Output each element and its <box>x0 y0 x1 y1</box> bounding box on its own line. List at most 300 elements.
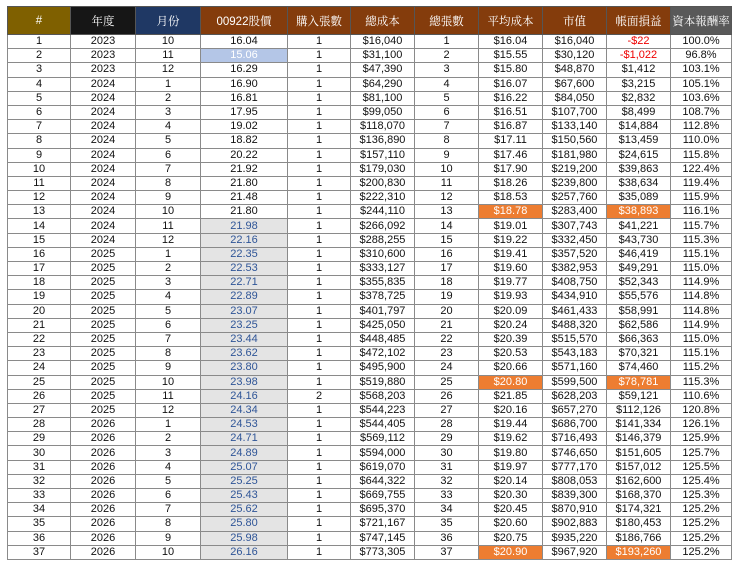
cell-index[interactable]: 1 <box>8 35 71 49</box>
cell-index[interactable]: 26 <box>8 389 71 403</box>
cell-unrealized-pl[interactable]: $38,893 <box>607 205 671 219</box>
cell-return-rate[interactable]: 122.4% <box>671 162 732 176</box>
cell-total-units[interactable]: 16 <box>415 247 479 261</box>
cell-units-bought[interactable]: 1 <box>288 77 351 91</box>
cell-unrealized-pl[interactable]: $168,370 <box>607 489 671 503</box>
cell-index[interactable]: 37 <box>8 545 71 559</box>
cell-avg-cost[interactable]: $20.53 <box>479 347 543 361</box>
cell-units-bought[interactable]: 1 <box>288 63 351 77</box>
cell-total-units[interactable]: 35 <box>415 517 479 531</box>
cell-total-units[interactable]: 13 <box>415 205 479 219</box>
cell-month[interactable]: 10 <box>136 205 201 219</box>
cell-year[interactable]: 2026 <box>71 531 136 545</box>
cell-unrealized-pl[interactable]: $66,363 <box>607 332 671 346</box>
cell-total-units[interactable]: 31 <box>415 460 479 474</box>
cell-year[interactable]: 2025 <box>71 347 136 361</box>
cell-total-cost[interactable]: $266,092 <box>351 219 415 233</box>
cell-price[interactable]: 23.80 <box>201 361 288 375</box>
cell-total-cost[interactable]: $495,900 <box>351 361 415 375</box>
cell-avg-cost[interactable]: $15.80 <box>479 63 543 77</box>
cell-return-rate[interactable]: 115.1% <box>671 347 732 361</box>
cell-month[interactable]: 9 <box>136 361 201 375</box>
cell-index[interactable]: 15 <box>8 233 71 247</box>
cell-total-units[interactable]: 28 <box>415 418 479 432</box>
cell-units-bought[interactable]: 1 <box>288 205 351 219</box>
cell-month[interactable]: 4 <box>136 290 201 304</box>
cell-total-cost[interactable]: $118,070 <box>351 120 415 134</box>
cell-market-value[interactable]: $30,120 <box>543 49 607 63</box>
cell-return-rate[interactable]: 103.6% <box>671 91 732 105</box>
cell-price[interactable]: 15.06 <box>201 49 288 63</box>
cell-market-value[interactable]: $150,560 <box>543 134 607 148</box>
cell-price[interactable]: 16.29 <box>201 63 288 77</box>
cell-avg-cost[interactable]: $18.78 <box>479 205 543 219</box>
cell-price[interactable]: 18.82 <box>201 134 288 148</box>
cell-units-bought[interactable]: 1 <box>288 91 351 105</box>
cell-total-units[interactable]: 20 <box>415 304 479 318</box>
cell-unrealized-pl[interactable]: $49,291 <box>607 262 671 276</box>
cell-return-rate[interactable]: 96.8% <box>671 49 732 63</box>
cell-market-value[interactable]: $686,700 <box>543 418 607 432</box>
cell-total-units[interactable]: 19 <box>415 290 479 304</box>
cell-return-rate[interactable]: 115.0% <box>671 262 732 276</box>
cell-units-bought[interactable]: 1 <box>288 531 351 545</box>
cell-total-units[interactable]: 21 <box>415 318 479 332</box>
cell-total-units[interactable]: 4 <box>415 77 479 91</box>
cell-year[interactable]: 2023 <box>71 63 136 77</box>
cell-year[interactable]: 2026 <box>71 474 136 488</box>
cell-units-bought[interactable]: 1 <box>288 262 351 276</box>
cell-total-cost[interactable]: $619,070 <box>351 460 415 474</box>
cell-price[interactable]: 25.07 <box>201 460 288 474</box>
cell-return-rate[interactable]: 114.8% <box>671 304 732 318</box>
cell-unrealized-pl[interactable]: $74,460 <box>607 361 671 375</box>
cell-year[interactable]: 2025 <box>71 361 136 375</box>
cell-unrealized-pl[interactable]: $151,605 <box>607 446 671 460</box>
cell-units-bought[interactable]: 1 <box>288 35 351 49</box>
cell-unrealized-pl[interactable]: $3,215 <box>607 77 671 91</box>
cell-month[interactable]: 6 <box>136 318 201 332</box>
cell-unrealized-pl[interactable]: $157,012 <box>607 460 671 474</box>
cell-total-units[interactable]: 22 <box>415 332 479 346</box>
cell-total-units[interactable]: 27 <box>415 403 479 417</box>
cell-price[interactable]: 16.90 <box>201 77 288 91</box>
cell-year[interactable]: 2026 <box>71 489 136 503</box>
cell-index[interactable]: 14 <box>8 219 71 233</box>
cell-month[interactable]: 9 <box>136 531 201 545</box>
cell-total-cost[interactable]: $544,405 <box>351 418 415 432</box>
header-total-units[interactable]: 總張數 <box>415 7 479 35</box>
cell-year[interactable]: 2026 <box>71 545 136 559</box>
cell-year[interactable]: 2025 <box>71 389 136 403</box>
cell-avg-cost[interactable]: $16.87 <box>479 120 543 134</box>
cell-return-rate[interactable]: 112.8% <box>671 120 732 134</box>
header-units-bought[interactable]: 購入張數 <box>288 7 351 35</box>
cell-unrealized-pl[interactable]: $24,615 <box>607 148 671 162</box>
cell-return-rate[interactable]: 125.3% <box>671 489 732 503</box>
cell-return-rate[interactable]: 125.5% <box>671 460 732 474</box>
cell-month[interactable]: 3 <box>136 446 201 460</box>
cell-avg-cost[interactable]: $20.75 <box>479 531 543 545</box>
cell-year[interactable]: 2024 <box>71 205 136 219</box>
cell-unrealized-pl[interactable]: $52,343 <box>607 276 671 290</box>
cell-total-units[interactable]: 9 <box>415 148 479 162</box>
cell-index[interactable]: 30 <box>8 446 71 460</box>
cell-month[interactable]: 1 <box>136 247 201 261</box>
cell-unrealized-pl[interactable]: $180,453 <box>607 517 671 531</box>
cell-price[interactable]: 22.16 <box>201 233 288 247</box>
cell-total-cost[interactable]: $310,600 <box>351 247 415 261</box>
cell-units-bought[interactable]: 1 <box>288 332 351 346</box>
cell-index[interactable]: 36 <box>8 531 71 545</box>
cell-return-rate[interactable]: 115.0% <box>671 332 732 346</box>
cell-total-cost[interactable]: $721,167 <box>351 517 415 531</box>
cell-year[interactable]: 2024 <box>71 120 136 134</box>
cell-market-value[interactable]: $382,953 <box>543 262 607 276</box>
header-index[interactable]: # <box>8 7 71 35</box>
cell-market-value[interactable]: $408,750 <box>543 276 607 290</box>
cell-year[interactable]: 2025 <box>71 276 136 290</box>
cell-total-cost[interactable]: $222,310 <box>351 191 415 205</box>
cell-market-value[interactable]: $181,980 <box>543 148 607 162</box>
cell-index[interactable]: 33 <box>8 489 71 503</box>
cell-year[interactable]: 2026 <box>71 503 136 517</box>
cell-return-rate[interactable]: 125.4% <box>671 474 732 488</box>
cell-total-cost[interactable]: $669,755 <box>351 489 415 503</box>
cell-market-value[interactable]: $967,920 <box>543 545 607 559</box>
cell-month[interactable]: 6 <box>136 489 201 503</box>
cell-avg-cost[interactable]: $17.46 <box>479 148 543 162</box>
cell-total-units[interactable]: 1 <box>415 35 479 49</box>
cell-market-value[interactable]: $67,600 <box>543 77 607 91</box>
cell-price[interactable]: 25.25 <box>201 474 288 488</box>
cell-price[interactable]: 25.43 <box>201 489 288 503</box>
cell-market-value[interactable]: $84,050 <box>543 91 607 105</box>
cell-avg-cost[interactable]: $16.04 <box>479 35 543 49</box>
cell-total-cost[interactable]: $157,110 <box>351 148 415 162</box>
cell-market-value[interactable]: $257,760 <box>543 191 607 205</box>
cell-index[interactable]: 20 <box>8 304 71 318</box>
cell-return-rate[interactable]: 110.6% <box>671 389 732 403</box>
cell-units-bought[interactable]: 1 <box>288 148 351 162</box>
cell-month[interactable]: 7 <box>136 503 201 517</box>
cell-return-rate[interactable]: 125.9% <box>671 432 732 446</box>
cell-unrealized-pl[interactable]: $38,634 <box>607 176 671 190</box>
cell-month[interactable]: 8 <box>136 176 201 190</box>
cell-unrealized-pl[interactable]: $41,221 <box>607 219 671 233</box>
cell-month[interactable]: 4 <box>136 460 201 474</box>
cell-year[interactable]: 2023 <box>71 35 136 49</box>
cell-total-cost[interactable]: $64,290 <box>351 77 415 91</box>
cell-units-bought[interactable]: 1 <box>288 318 351 332</box>
header-unrealized-pl[interactable]: 帳面損益 <box>607 7 671 35</box>
cell-total-units[interactable]: 6 <box>415 105 479 119</box>
cell-total-cost[interactable]: $31,100 <box>351 49 415 63</box>
cell-month[interactable]: 3 <box>136 276 201 290</box>
cell-return-rate[interactable]: 114.9% <box>671 318 732 332</box>
cell-unrealized-pl[interactable]: $2,832 <box>607 91 671 105</box>
cell-year[interactable]: 2024 <box>71 77 136 91</box>
cell-avg-cost[interactable]: $20.09 <box>479 304 543 318</box>
cell-return-rate[interactable]: 110.0% <box>671 134 732 148</box>
cell-year[interactable]: 2026 <box>71 517 136 531</box>
cell-index[interactable]: 22 <box>8 332 71 346</box>
cell-market-value[interactable]: $870,910 <box>543 503 607 517</box>
cell-total-cost[interactable]: $773,305 <box>351 545 415 559</box>
cell-year[interactable]: 2024 <box>71 219 136 233</box>
cell-index[interactable]: 25 <box>8 375 71 389</box>
cell-market-value[interactable]: $16,040 <box>543 35 607 49</box>
cell-total-cost[interactable]: $568,203 <box>351 389 415 403</box>
cell-units-bought[interactable]: 1 <box>288 276 351 290</box>
cell-month[interactable]: 2 <box>136 432 201 446</box>
cell-avg-cost[interactable]: $20.60 <box>479 517 543 531</box>
cell-total-units[interactable]: 15 <box>415 233 479 247</box>
cell-units-bought[interactable]: 1 <box>288 105 351 119</box>
cell-market-value[interactable]: $571,160 <box>543 361 607 375</box>
cell-month[interactable]: 11 <box>136 219 201 233</box>
cell-year[interactable]: 2025 <box>71 304 136 318</box>
cell-index[interactable]: 27 <box>8 403 71 417</box>
cell-avg-cost[interactable]: $19.77 <box>479 276 543 290</box>
cell-month[interactable]: 10 <box>136 375 201 389</box>
cell-return-rate[interactable]: 120.8% <box>671 403 732 417</box>
cell-year[interactable]: 2024 <box>71 162 136 176</box>
cell-units-bought[interactable]: 1 <box>288 49 351 63</box>
cell-price[interactable]: 21.98 <box>201 219 288 233</box>
cell-month[interactable]: 2 <box>136 91 201 105</box>
cell-market-value[interactable]: $488,320 <box>543 318 607 332</box>
cell-month[interactable]: 5 <box>136 134 201 148</box>
cell-index[interactable]: 16 <box>8 247 71 261</box>
cell-market-value[interactable]: $133,140 <box>543 120 607 134</box>
cell-month[interactable]: 6 <box>136 148 201 162</box>
cell-return-rate[interactable]: 115.1% <box>671 247 732 261</box>
cell-year[interactable]: 2024 <box>71 134 136 148</box>
cell-price[interactable]: 26.16 <box>201 545 288 559</box>
cell-index[interactable]: 3 <box>8 63 71 77</box>
cell-avg-cost[interactable]: $20.90 <box>479 545 543 559</box>
cell-price[interactable]: 24.16 <box>201 389 288 403</box>
cell-year[interactable]: 2025 <box>71 318 136 332</box>
cell-index[interactable]: 19 <box>8 290 71 304</box>
cell-total-cost[interactable]: $244,110 <box>351 205 415 219</box>
cell-market-value[interactable]: $283,400 <box>543 205 607 219</box>
cell-total-cost[interactable]: $179,030 <box>351 162 415 176</box>
cell-index[interactable]: 32 <box>8 474 71 488</box>
cell-total-units[interactable]: 7 <box>415 120 479 134</box>
cell-total-units[interactable]: 14 <box>415 219 479 233</box>
cell-price[interactable]: 23.44 <box>201 332 288 346</box>
cell-unrealized-pl[interactable]: $59,121 <box>607 389 671 403</box>
cell-unrealized-pl[interactable]: $141,334 <box>607 418 671 432</box>
cell-unrealized-pl[interactable]: $14,884 <box>607 120 671 134</box>
cell-unrealized-pl[interactable]: $193,260 <box>607 545 671 559</box>
cell-unrealized-pl[interactable]: $62,586 <box>607 318 671 332</box>
cell-units-bought[interactable]: 1 <box>288 191 351 205</box>
cell-total-units[interactable]: 36 <box>415 531 479 545</box>
cell-avg-cost[interactable]: $20.45 <box>479 503 543 517</box>
cell-index[interactable]: 35 <box>8 517 71 531</box>
cell-market-value[interactable]: $599,500 <box>543 375 607 389</box>
cell-return-rate[interactable]: 115.2% <box>671 361 732 375</box>
cell-month[interactable]: 8 <box>136 517 201 531</box>
cell-units-bought[interactable]: 1 <box>288 474 351 488</box>
cell-price[interactable]: 21.80 <box>201 205 288 219</box>
cell-total-units[interactable]: 29 <box>415 432 479 446</box>
cell-unrealized-pl[interactable]: $70,321 <box>607 347 671 361</box>
cell-month[interactable]: 2 <box>136 262 201 276</box>
cell-avg-cost[interactable]: $19.01 <box>479 219 543 233</box>
header-return-rate[interactable]: 資本報酬率 <box>671 7 732 35</box>
cell-total-cost[interactable]: $569,112 <box>351 432 415 446</box>
cell-price[interactable]: 25.80 <box>201 517 288 531</box>
cell-total-cost[interactable]: $747,145 <box>351 531 415 545</box>
cell-total-units[interactable]: 26 <box>415 389 479 403</box>
cell-total-units[interactable]: 32 <box>415 474 479 488</box>
cell-unrealized-pl[interactable]: $186,766 <box>607 531 671 545</box>
cell-total-cost[interactable]: $47,390 <box>351 63 415 77</box>
cell-return-rate[interactable]: 125.7% <box>671 446 732 460</box>
cell-return-rate[interactable]: 115.7% <box>671 219 732 233</box>
cell-market-value[interactable]: $461,433 <box>543 304 607 318</box>
cell-units-bought[interactable]: 1 <box>288 517 351 531</box>
cell-total-units[interactable]: 24 <box>415 361 479 375</box>
cell-return-rate[interactable]: 125.2% <box>671 503 732 517</box>
cell-total-cost[interactable]: $644,322 <box>351 474 415 488</box>
cell-year[interactable]: 2023 <box>71 49 136 63</box>
cell-index[interactable]: 28 <box>8 418 71 432</box>
cell-total-units[interactable]: 2 <box>415 49 479 63</box>
cell-price[interactable]: 24.89 <box>201 446 288 460</box>
cell-month[interactable]: 1 <box>136 77 201 91</box>
cell-return-rate[interactable]: 115.3% <box>671 375 732 389</box>
cell-total-cost[interactable]: $200,830 <box>351 176 415 190</box>
cell-index[interactable]: 17 <box>8 262 71 276</box>
cell-month[interactable]: 11 <box>136 49 201 63</box>
cell-avg-cost[interactable]: $19.93 <box>479 290 543 304</box>
cell-year[interactable]: 2024 <box>71 148 136 162</box>
cell-total-units[interactable]: 3 <box>415 63 479 77</box>
cell-month[interactable]: 5 <box>136 474 201 488</box>
header-total-cost[interactable]: 總成本 <box>351 7 415 35</box>
cell-total-units[interactable]: 5 <box>415 91 479 105</box>
cell-market-value[interactable]: $808,053 <box>543 474 607 488</box>
cell-index[interactable]: 8 <box>8 134 71 148</box>
cell-year[interactable]: 2024 <box>71 91 136 105</box>
cell-market-value[interactable]: $239,800 <box>543 176 607 190</box>
cell-return-rate[interactable]: 115.8% <box>671 148 732 162</box>
cell-avg-cost[interactable]: $19.62 <box>479 432 543 446</box>
cell-units-bought[interactable]: 1 <box>288 545 351 559</box>
cell-units-bought[interactable]: 1 <box>288 233 351 247</box>
cell-market-value[interactable]: $219,200 <box>543 162 607 176</box>
cell-avg-cost[interactable]: $20.16 <box>479 403 543 417</box>
cell-unrealized-pl[interactable]: $78,781 <box>607 375 671 389</box>
cell-price[interactable]: 22.89 <box>201 290 288 304</box>
cell-units-bought[interactable]: 1 <box>288 403 351 417</box>
cell-return-rate[interactable]: 125.2% <box>671 531 732 545</box>
cell-total-units[interactable]: 33 <box>415 489 479 503</box>
cell-units-bought[interactable]: 1 <box>288 304 351 318</box>
cell-total-units[interactable]: 23 <box>415 347 479 361</box>
cell-return-rate[interactable]: 108.7% <box>671 105 732 119</box>
cell-return-rate[interactable]: 114.8% <box>671 290 732 304</box>
cell-year[interactable]: 2025 <box>71 262 136 276</box>
cell-index[interactable]: 21 <box>8 318 71 332</box>
cell-units-bought[interactable]: 2 <box>288 389 351 403</box>
cell-market-value[interactable]: $935,220 <box>543 531 607 545</box>
cell-month[interactable]: 4 <box>136 120 201 134</box>
cell-avg-cost[interactable]: $17.11 <box>479 134 543 148</box>
cell-return-rate[interactable]: 115.3% <box>671 233 732 247</box>
cell-market-value[interactable]: $107,700 <box>543 105 607 119</box>
cell-year[interactable]: 2026 <box>71 418 136 432</box>
cell-avg-cost[interactable]: $19.97 <box>479 460 543 474</box>
cell-return-rate[interactable]: 119.4% <box>671 176 732 190</box>
cell-month[interactable]: 1 <box>136 418 201 432</box>
cell-avg-cost[interactable]: $20.66 <box>479 361 543 375</box>
cell-index[interactable]: 18 <box>8 276 71 290</box>
cell-market-value[interactable]: $332,450 <box>543 233 607 247</box>
cell-month[interactable]: 10 <box>136 35 201 49</box>
cell-total-cost[interactable]: $401,797 <box>351 304 415 318</box>
cell-units-bought[interactable]: 1 <box>288 432 351 446</box>
cell-unrealized-pl[interactable]: $174,321 <box>607 503 671 517</box>
cell-unrealized-pl[interactable]: $43,730 <box>607 233 671 247</box>
cell-month[interactable]: 12 <box>136 233 201 247</box>
cell-index[interactable]: 11 <box>8 176 71 190</box>
cell-price[interactable]: 24.53 <box>201 418 288 432</box>
cell-return-rate[interactable]: 100.0% <box>671 35 732 49</box>
cell-return-rate[interactable]: 116.1% <box>671 205 732 219</box>
cell-total-cost[interactable]: $355,835 <box>351 276 415 290</box>
cell-total-cost[interactable]: $16,040 <box>351 35 415 49</box>
cell-month[interactable]: 9 <box>136 191 201 205</box>
cell-unrealized-pl[interactable]: $146,379 <box>607 432 671 446</box>
cell-month[interactable]: 7 <box>136 332 201 346</box>
cell-price[interactable]: 22.35 <box>201 247 288 261</box>
cell-index[interactable]: 23 <box>8 347 71 361</box>
cell-total-units[interactable]: 12 <box>415 191 479 205</box>
cell-avg-cost[interactable]: $19.22 <box>479 233 543 247</box>
cell-total-cost[interactable]: $333,127 <box>351 262 415 276</box>
cell-price[interactable]: 17.95 <box>201 105 288 119</box>
cell-year[interactable]: 2026 <box>71 446 136 460</box>
cell-unrealized-pl[interactable]: $46,419 <box>607 247 671 261</box>
cell-units-bought[interactable]: 1 <box>288 219 351 233</box>
cell-avg-cost[interactable]: $21.85 <box>479 389 543 403</box>
cell-units-bought[interactable]: 1 <box>288 134 351 148</box>
cell-price[interactable]: 19.02 <box>201 120 288 134</box>
header-avg-cost[interactable]: 平均成本 <box>479 7 543 35</box>
cell-avg-cost[interactable]: $18.26 <box>479 176 543 190</box>
cell-index[interactable]: 34 <box>8 503 71 517</box>
cell-price[interactable]: 21.80 <box>201 176 288 190</box>
cell-total-units[interactable]: 17 <box>415 262 479 276</box>
cell-price[interactable]: 21.48 <box>201 191 288 205</box>
cell-avg-cost[interactable]: $19.41 <box>479 247 543 261</box>
cell-index[interactable]: 12 <box>8 191 71 205</box>
cell-unrealized-pl[interactable]: $55,576 <box>607 290 671 304</box>
cell-return-rate[interactable]: 105.1% <box>671 77 732 91</box>
cell-unrealized-pl[interactable]: $8,499 <box>607 105 671 119</box>
cell-units-bought[interactable]: 1 <box>288 489 351 503</box>
cell-price[interactable]: 21.92 <box>201 162 288 176</box>
cell-unrealized-pl[interactable]: $162,600 <box>607 474 671 488</box>
cell-index[interactable]: 9 <box>8 148 71 162</box>
cell-total-units[interactable]: 8 <box>415 134 479 148</box>
